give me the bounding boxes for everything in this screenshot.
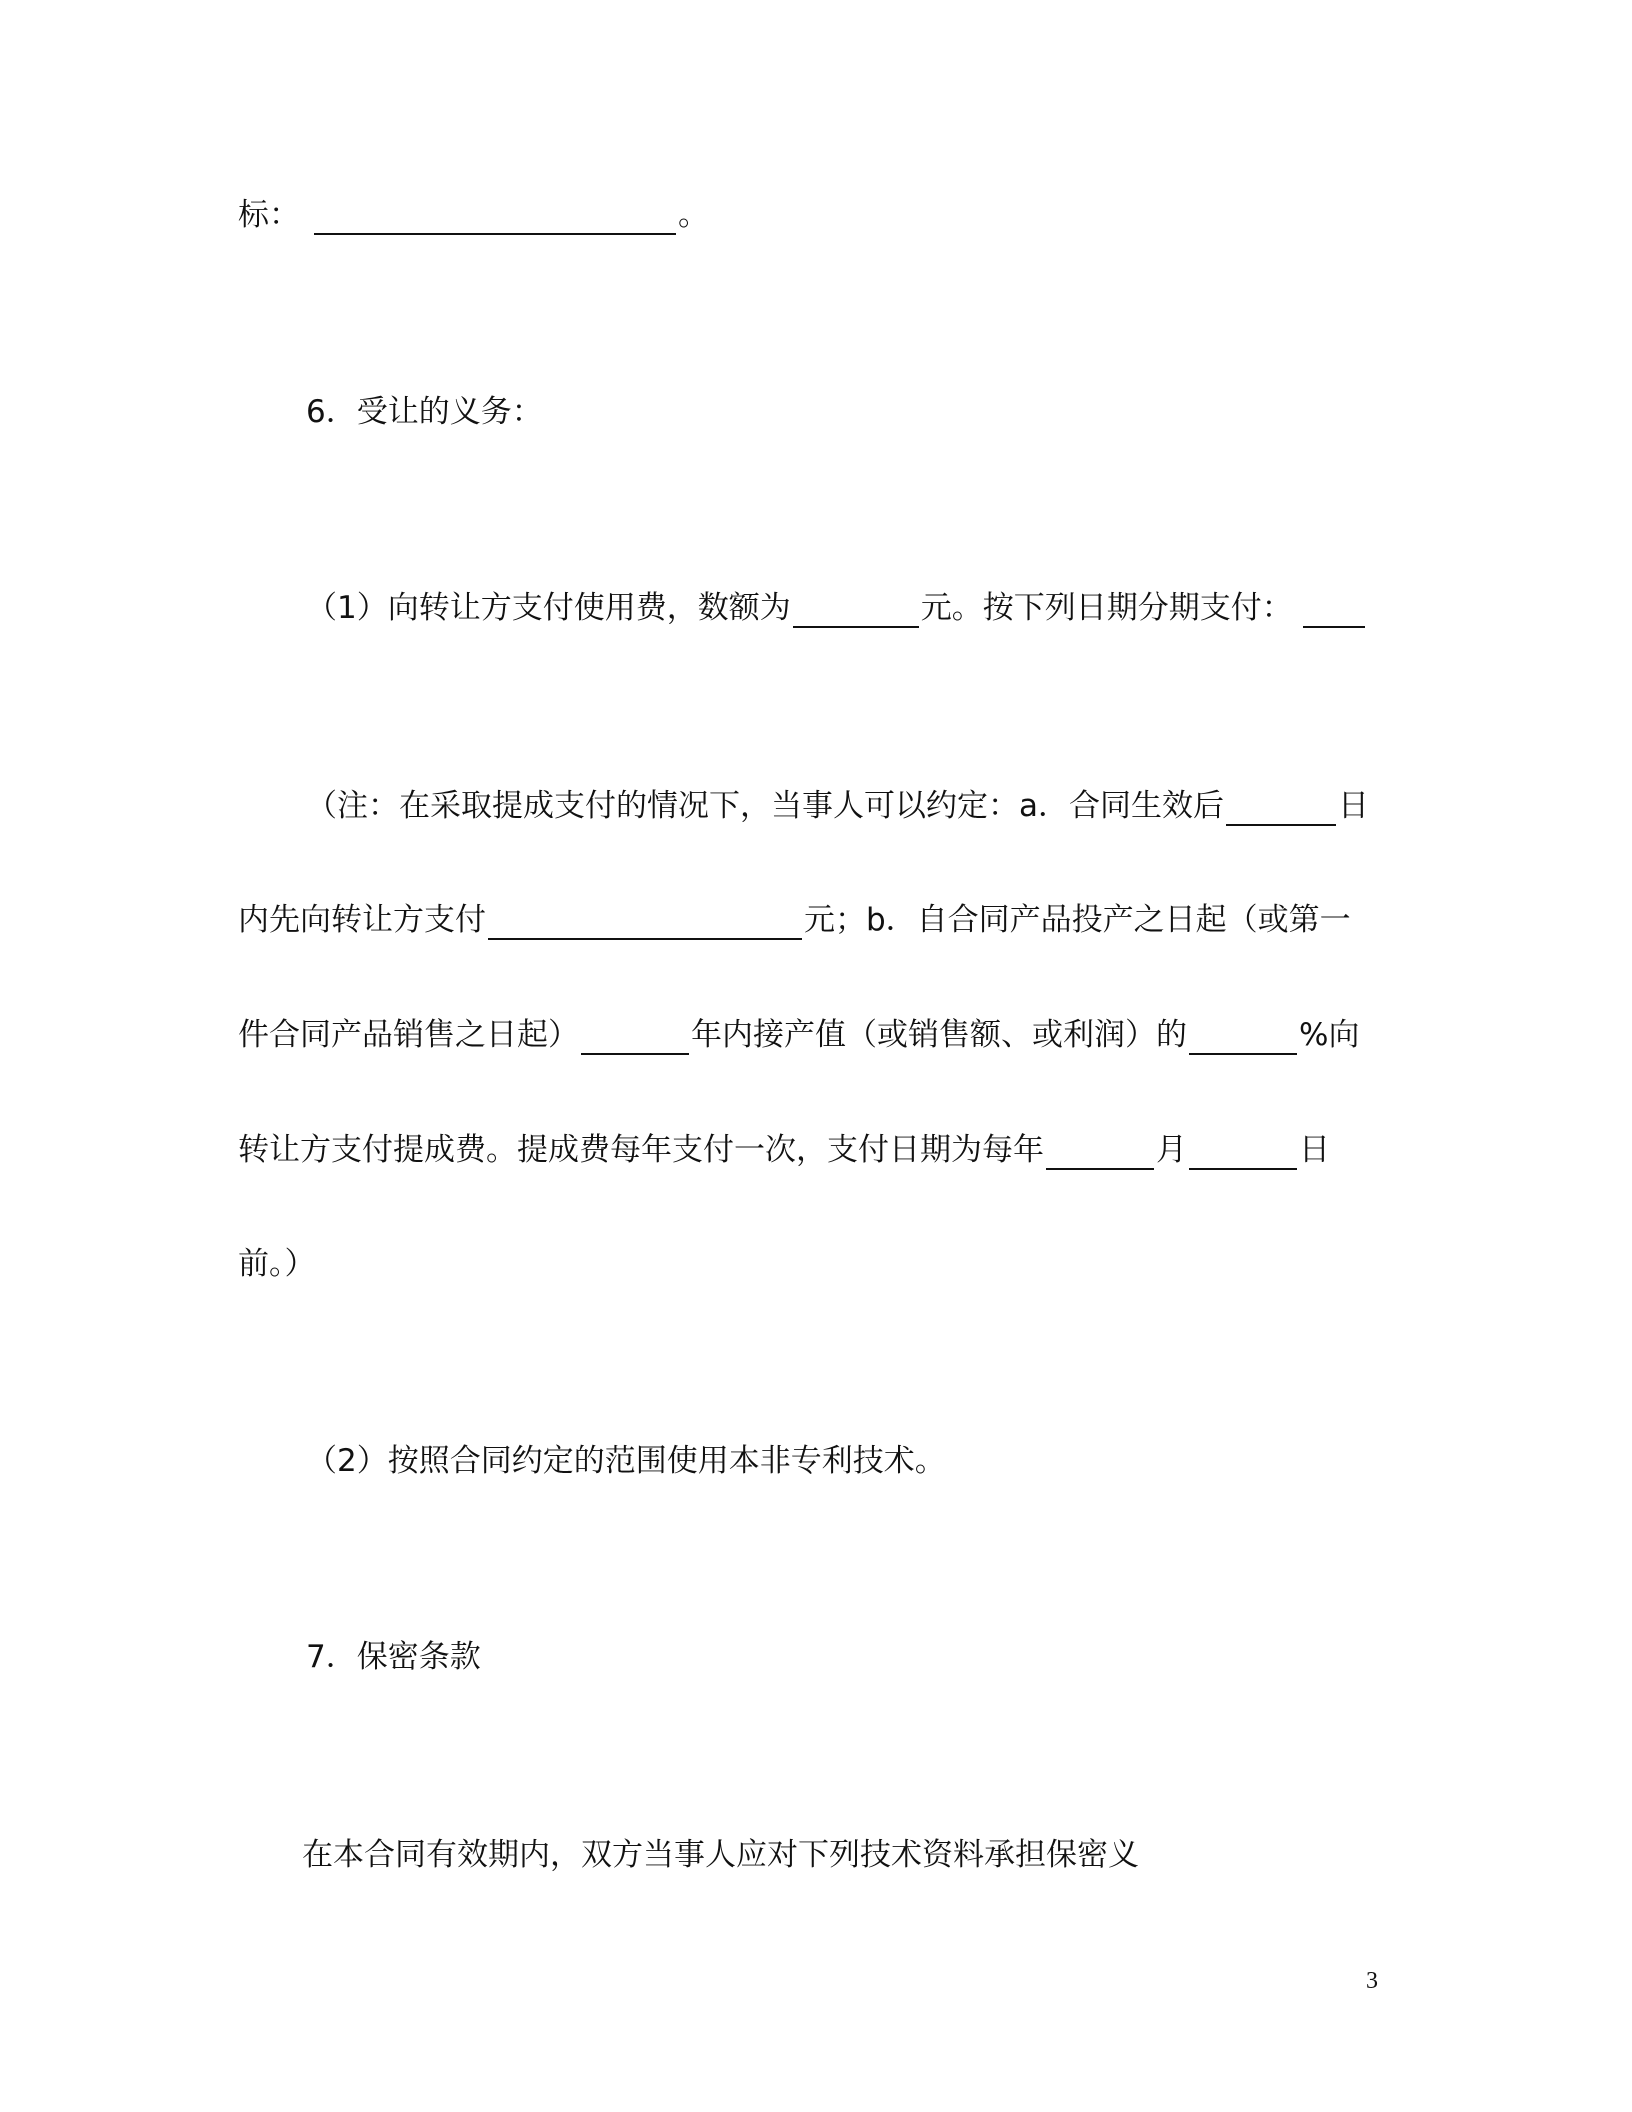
text: （注：在采取提成支付的情况下，当事人可以约定：a．合同生效后	[306, 788, 1224, 824]
text: 月	[1156, 1132, 1187, 1168]
note-line-2	[238, 900, 1351, 940]
clause-2	[306, 1441, 946, 1481]
fill-blank	[1303, 596, 1365, 628]
text: 元；b．自合同产品投产之日起（或第一	[804, 902, 1351, 938]
page-number: 3	[1366, 1968, 1378, 1994]
fill-blank	[1226, 794, 1336, 826]
fill-blank	[314, 203, 676, 235]
clause-1	[306, 588, 1367, 628]
text: 件合同产品销售之日起）	[238, 1017, 579, 1053]
note-line-4	[238, 1130, 1330, 1170]
fill-blank	[1189, 1138, 1297, 1170]
text: （2）按照合同约定的范围使用本非专利技术。	[306, 1443, 946, 1479]
section-heading-7	[306, 1637, 481, 1677]
note-line-5	[238, 1244, 316, 1284]
text: 标：	[238, 197, 300, 233]
fill-blank	[581, 1023, 689, 1055]
text: 日	[1338, 788, 1369, 824]
fill-blank	[1189, 1023, 1297, 1055]
heading-text: 7．保密条款	[306, 1639, 481, 1675]
confidentiality-paragraph	[302, 1835, 1139, 1875]
text: 在本合同有效期内，双方当事人应对下列技术资料承担保密义	[302, 1837, 1139, 1873]
fill-blank	[488, 908, 802, 940]
text: （1）向转让方支付使用费，数额为	[306, 590, 791, 626]
line-target	[238, 195, 709, 235]
text: 日	[1299, 1132, 1330, 1168]
heading-text: 6．受让的义务：	[306, 394, 543, 430]
note-line-3	[238, 1015, 1359, 1055]
section-heading-6	[306, 392, 543, 432]
text: 内先向转让方支付	[238, 902, 486, 938]
fill-blank	[1046, 1138, 1154, 1170]
text: 。	[678, 197, 709, 233]
text: 前。）	[238, 1246, 316, 1282]
text: 转让方支付提成费。提成费每年支付一次，支付日期为每年	[238, 1132, 1044, 1168]
text: %向	[1299, 1017, 1360, 1053]
note-line-1	[306, 786, 1369, 826]
text: 元。按下列日期分期支付：	[920, 590, 1293, 626]
text: 年内接产值（或销售额、或利润）的	[691, 1017, 1187, 1053]
fill-blank	[793, 596, 919, 628]
